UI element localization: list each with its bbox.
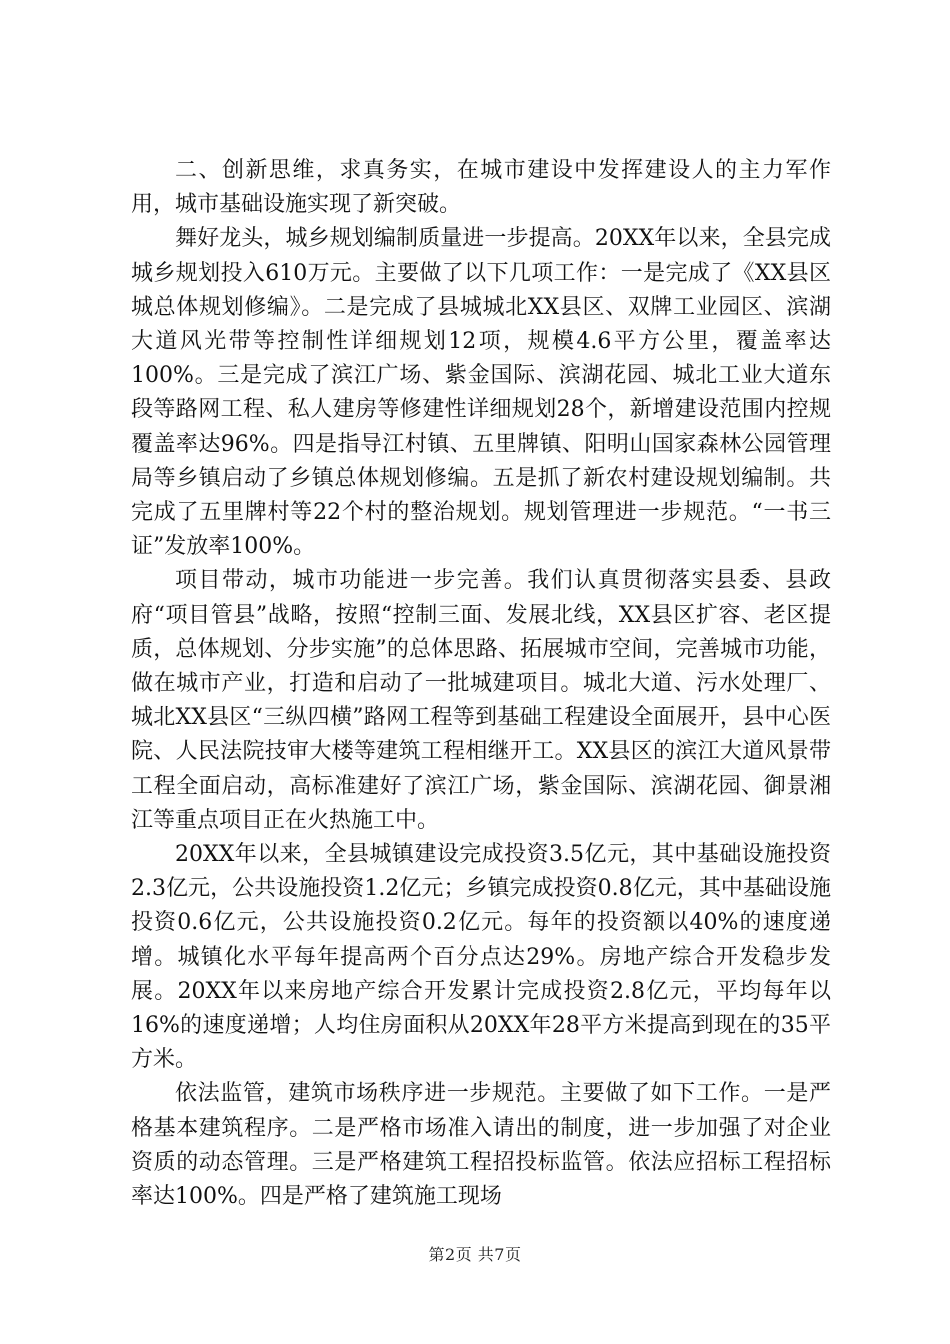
paragraph-2: 舞好龙头，城乡规划编制质量进一步提高。20XX年以来，全县完成城乡规划投入610万元。主要做了以下几项工作：一是完成了《XX县区城总体规划修编》。二是完成了县城城北XX县区、双牌工业园区、滨湖大道风光带等控制性详细规划12项，规模4.6平方公里，覆盖率达100%。三是完成了滨江广场、紫金国际、滨湖花园、城北工业大道东段等路网工程、私人建房等修建性详细规划28个，新增建设范围内控规覆盖率达96%。四是指导江村镇、五里牌镇、阳明山国家森林公园管理局等乡镇启动了乡镇总体规划修编。五是抓了新农村建设规划编制。共完成了五里牌村等22个村的整治规划。规划管理进一步规范。“一书三证”发放率100%。 xyxy=(131,226,831,560)
page-number-footer: 第2页 共7页 xyxy=(428,1245,522,1264)
paragraph-5: 依法监管，建筑市场秩序进一步规范。主要做了如下工作。一是严格基本建筑程序。二是严格市场准入请出的制度，进一步加强了对企业资质的动态管理。三是严格建筑工程招投标监管。依法应招标工程招标率达100%。四是严格了建筑施工现场 xyxy=(131,1081,831,1210)
paragraph-3: 项目带动，城市功能进一步完善。我们认真贯彻落实县委、县政府“项目管县”战略，按照“控制三面、发展北线，XX县区扩容、老区提质，总体规划、分步实施”的总体思路、拓展城市空间，完善城市功能，做在城市产业，打造和启动了一批城建项目。城北大道、污水处理厂、城北XX县区“三纵四横”路网工程等到基础工程建设全面展开，县中心医院、人民法院技审大楼等建筑工程相继开工。XX县区的滨江大道风景带工程全面启动，高标准建好了滨江广场，紫金国际、滨湖花园、御景湘江等重点项目正在火热施工中。 xyxy=(131,568,831,833)
document-body xyxy=(131,154,831,1214)
paragraph-1: 二、创新思维，求真务实，在城市建设中发挥建设人的主力军作用，城市基础设施实现了新突破。 xyxy=(131,158,831,218)
paragraph-4: 20XX年以来，全县城镇建设完成投资3.5亿元，其中基础设施投资2.3亿元，公共设施投资1.2亿元；乡镇完成投资0.8亿元，其中基础设施投资0.6亿元，公共设施投资0.2亿元。每年的投资额以40%的速度递增。城镇化水平每年提高两个百分点达29%。房地产综合开发稳步发展。20XX年以来房地产综合开发累计完成投资2.8亿元，平均每年以16%的速度递增；人均住房面积从20XX年28平方米提高到现在的35平方米。 xyxy=(131,842,831,1073)
